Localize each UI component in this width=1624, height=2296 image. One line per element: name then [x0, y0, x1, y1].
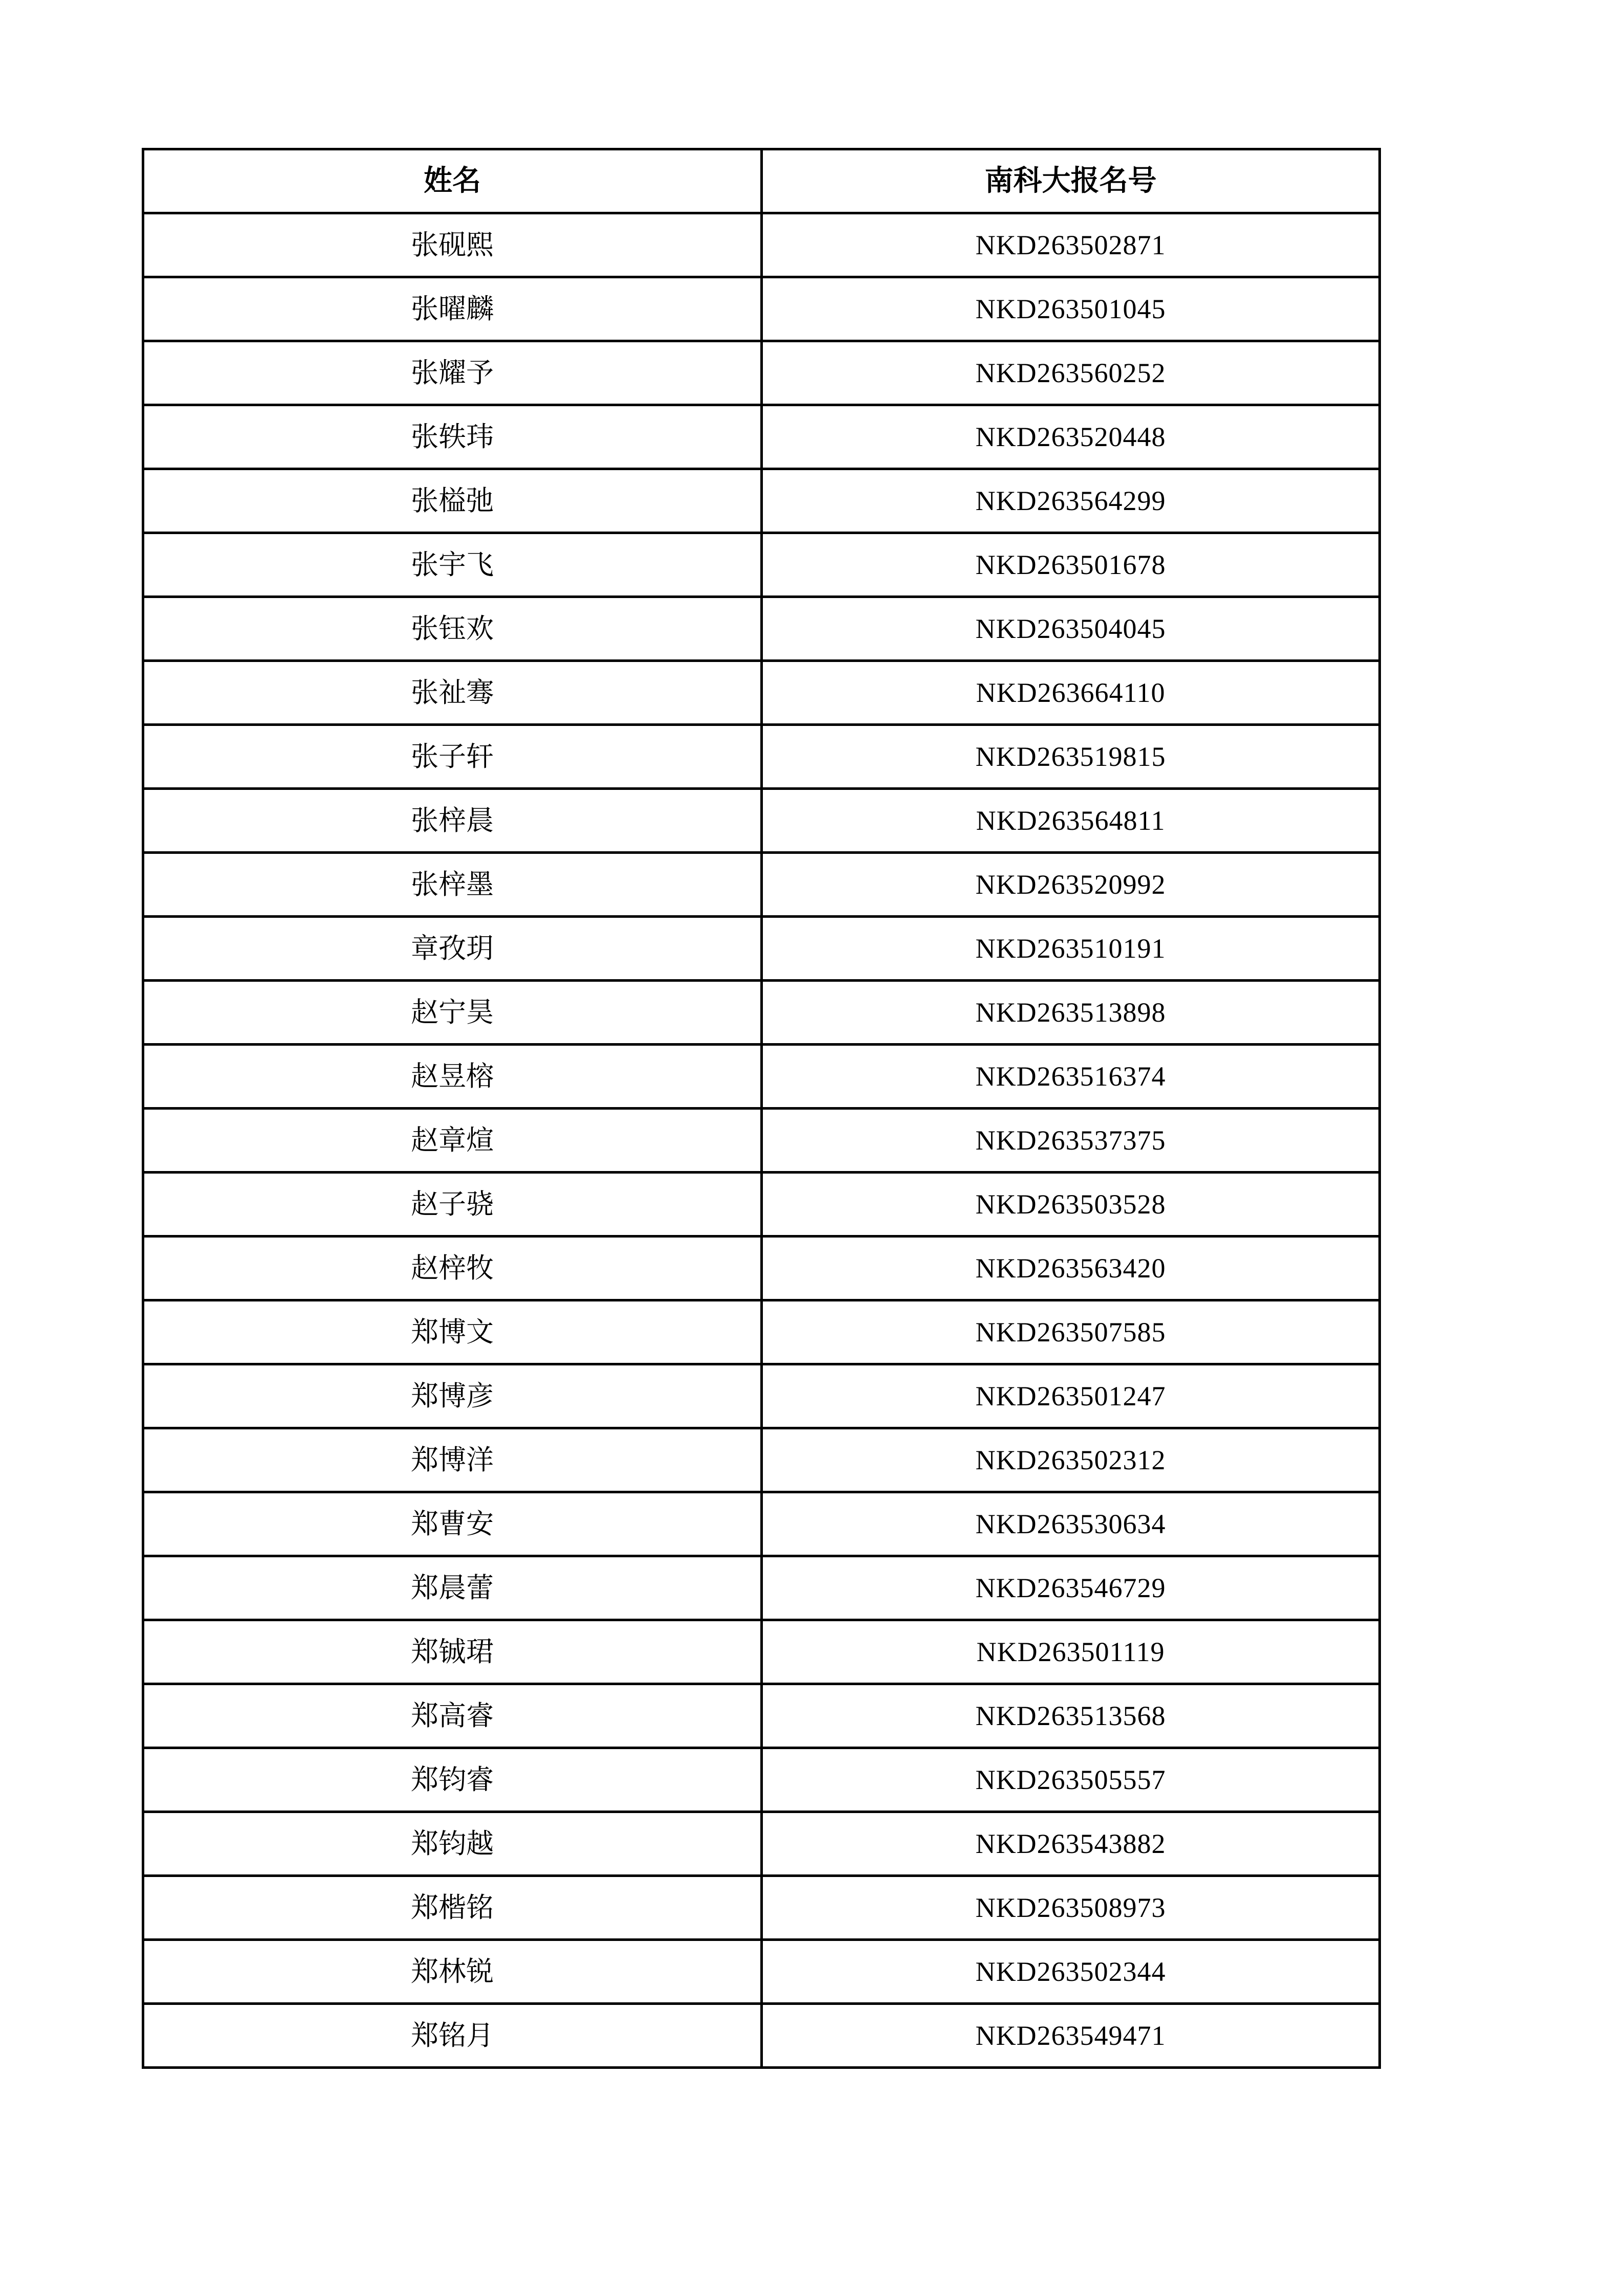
table-row [143, 1620, 1380, 1684]
table-row [143, 469, 1380, 533]
name-cell: 郑钧睿 [143, 1748, 762, 1812]
registration-number-cell: NKD263504045 [762, 597, 1380, 661]
table-row [143, 597, 1380, 661]
name-cell: 张曜麟 [143, 277, 762, 341]
table-row [143, 1940, 1380, 2004]
name-cell: 郑曹安 [143, 1492, 762, 1556]
name-cell: 张梓晨 [143, 789, 762, 853]
name-cell: 赵昱榕 [143, 1045, 762, 1109]
table-row [143, 1364, 1380, 1428]
name-cell: 郑晨蕾 [143, 1556, 762, 1620]
registration-number-cell: NKD263664110 [762, 661, 1380, 725]
registration-number-cell: NKD263501119 [762, 1620, 1380, 1684]
table-row [143, 661, 1380, 725]
table-row [143, 341, 1380, 405]
name-cell: 郑高睿 [143, 1684, 762, 1748]
registration-number-cell: NKD263543882 [762, 1812, 1380, 1876]
registration-number-cell: NKD263520992 [762, 853, 1380, 917]
registration-number-cell: NKD263537375 [762, 1109, 1380, 1173]
table-header-row [143, 149, 1380, 213]
table-row [143, 1812, 1380, 1876]
table-row [143, 533, 1380, 597]
name-cell: 张轶玮 [143, 405, 762, 469]
name-cell: 张祉骞 [143, 661, 762, 725]
name-cell: 赵梓牧 [143, 1237, 762, 1300]
table-row [143, 277, 1380, 341]
name-cell: 郑楷铭 [143, 1876, 762, 1940]
registration-number-cell: NKD263560252 [762, 341, 1380, 405]
registration-number-cell: NKD263530634 [762, 1492, 1380, 1556]
table-row [143, 1492, 1380, 1556]
registration-number-cell: NKD263564811 [762, 789, 1380, 853]
name-cell: 张耀予 [143, 341, 762, 405]
table-row [143, 213, 1380, 277]
name-cell: 郑博文 [143, 1300, 762, 1364]
table-row [143, 1300, 1380, 1364]
registration-number-cell: NKD263513898 [762, 981, 1380, 1045]
table-row [143, 1109, 1380, 1173]
registration-number-cell: NKD263516374 [762, 1045, 1380, 1109]
table-row [143, 1173, 1380, 1237]
registration-number-cell: NKD263501247 [762, 1364, 1380, 1428]
registration-number-cell: NKD263513568 [762, 1684, 1380, 1748]
column-header-registration-number: 南科大报名号 [762, 149, 1380, 213]
registration-number-cell: NKD263508973 [762, 1876, 1380, 1940]
registration-number-cell: NKD263502871 [762, 213, 1380, 277]
registration-number-cell: NKD263501045 [762, 277, 1380, 341]
name-cell: 章孜玥 [143, 917, 762, 981]
table-row [143, 1045, 1380, 1109]
registration-number-cell: NKD263502312 [762, 1428, 1380, 1492]
table-row [143, 1876, 1380, 1940]
table-row [143, 1428, 1380, 1492]
registration-number-cell: NKD263519815 [762, 725, 1380, 789]
registration-number-cell: NKD263505557 [762, 1748, 1380, 1812]
name-cell: 张梓墨 [143, 853, 762, 917]
table-row [143, 1237, 1380, 1300]
table-row [143, 1556, 1380, 1620]
column-header-name: 姓名 [143, 149, 762, 213]
name-cell: 张砚熙 [143, 213, 762, 277]
name-cell: 张钰欢 [143, 597, 762, 661]
roster-sheet [142, 148, 1378, 2069]
table-row [143, 1748, 1380, 1812]
name-cell: 赵章煊 [143, 1109, 762, 1173]
name-cell: 郑博彦 [143, 1364, 762, 1428]
name-cell: 赵宁昊 [143, 981, 762, 1045]
name-cell: 郑铭月 [143, 2004, 762, 2068]
registration-number-cell: NKD263510191 [762, 917, 1380, 981]
name-cell: 张宇飞 [143, 533, 762, 597]
registration-number-cell: NKD263501678 [762, 533, 1380, 597]
registration-number-cell: NKD263503528 [762, 1173, 1380, 1237]
name-cell: 郑铖珺 [143, 1620, 762, 1684]
table-row [143, 1684, 1380, 1748]
registration-number-cell: NKD263546729 [762, 1556, 1380, 1620]
registration-number-cell: NKD263563420 [762, 1237, 1380, 1300]
name-cell: 郑钧越 [143, 1812, 762, 1876]
registration-number-cell: NKD263507585 [762, 1300, 1380, 1364]
table-row [143, 2004, 1380, 2068]
name-cell: 郑林锐 [143, 1940, 762, 2004]
name-cell: 郑博洋 [143, 1428, 762, 1492]
registration-number-cell: NKD263502344 [762, 1940, 1380, 2004]
registration-number-cell: NKD263520448 [762, 405, 1380, 469]
name-cell: 张榏弛 [143, 469, 762, 533]
table-row [143, 981, 1380, 1045]
roster-table [142, 148, 1381, 2069]
table-row [143, 725, 1380, 789]
table-row [143, 853, 1380, 917]
name-cell: 张子轩 [143, 725, 762, 789]
table-body [143, 213, 1380, 2068]
registration-number-cell: NKD263549471 [762, 2004, 1380, 2068]
table-row [143, 405, 1380, 469]
table-row [143, 789, 1380, 853]
registration-number-cell: NKD263564299 [762, 469, 1380, 533]
name-cell: 赵子骁 [143, 1173, 762, 1237]
table-row [143, 917, 1380, 981]
